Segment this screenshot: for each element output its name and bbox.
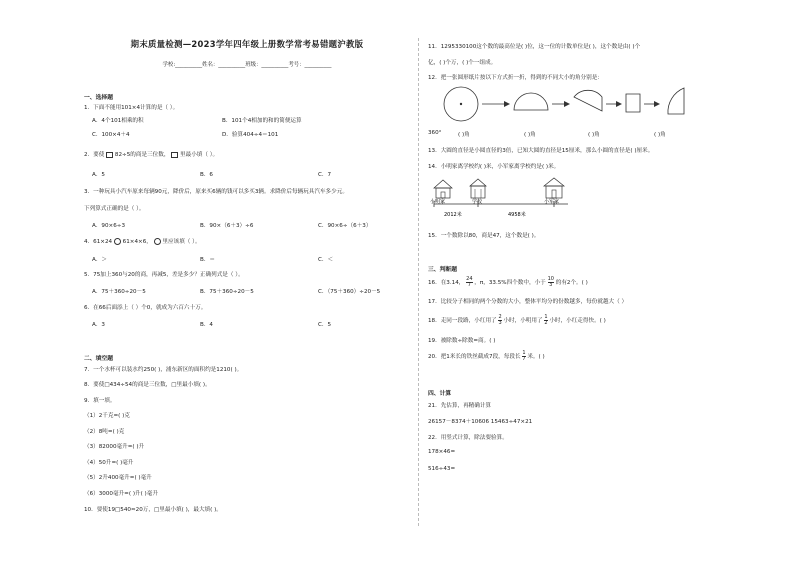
q5-option-a: A．75＋360÷20－5 — [92, 289, 146, 295]
q9-item-2: （2）8吨=( )克 — [84, 429, 125, 435]
question-3: 3．一种玩具小汽车原来每辆90元，降价后，原来买6辆的钱可以多买3辆。求降价后每辆玩具汽车多少元。 — [84, 189, 348, 195]
sixteenth-circle — [668, 88, 684, 114]
fraction: $\frac{1}{7}$ — [522, 350, 526, 362]
label-distance-1: 2012米 — [444, 212, 462, 218]
label-school: 学校 — [472, 199, 483, 205]
q9-item-5: （5）2升400毫升=( )毫升 — [84, 475, 152, 481]
question-6: 6．在66后面添上（ ）个0，就成为六百六十万。 — [84, 305, 207, 311]
question-16 — [428, 277, 588, 288]
fraction: $\frac{24}{7}$ — [466, 276, 473, 288]
q21-expressions: 26157－8374＋10606 15463÷47×21 — [428, 419, 533, 425]
question-20 — [428, 351, 545, 362]
q2-text-pre: 2．要使 — [84, 152, 105, 158]
eighth-circle — [626, 94, 640, 112]
label-xiaoming-home: 小明家 — [430, 199, 446, 205]
label-xiaojun-home: 小军家 — [544, 199, 560, 205]
question-15: 15．一个数除以80，商是47，这个数是( )。 — [428, 233, 540, 239]
q2-option-b: B．6 — [200, 172, 213, 178]
q2-text-post: 里最小填（ ）。 — [180, 152, 219, 158]
q22-item-1: 178×46= — [428, 449, 456, 455]
fraction: $\frac{1}{2}$ — [544, 314, 548, 326]
column-divider — [418, 38, 419, 526]
q2-option-c: C．7 — [318, 172, 332, 178]
question-10: 10．要使19□540≈20万，□里最小填( )，最大填( )。 — [84, 507, 222, 513]
q9-item-6: （6）3000毫升=( )升( )毫升 — [84, 491, 158, 497]
q4-option-a: A．＞ — [92, 257, 108, 263]
folding-diagram — [428, 84, 718, 128]
question-17: 17．比较分子相同的两个分数的大小，整体平均分的份数越多，每份就越大（ ） — [428, 299, 628, 305]
question-9: 9．填一填。 — [84, 398, 116, 404]
question-2 — [84, 150, 218, 158]
q4-text-pre: 4．61×24 — [84, 239, 113, 245]
question-5: 5．75加上360与20的商，再减5，差是多少？正确列式是（ ）。 — [84, 272, 244, 278]
q2-option-a: A．5 — [92, 172, 105, 178]
student-info-line: 学校:__________姓名：__________班级：__________考号：__________ — [162, 62, 332, 68]
q5-option-b: B．75＋360÷20－5 — [200, 289, 254, 295]
angle-label-1: ( )角 — [458, 132, 470, 138]
question-13: 13．大圆的直径是小圆直径的3倍，已知大圆的直径是15厘米，那么小圆的直径是( )厘米。 — [428, 148, 654, 154]
arrow-icon — [482, 101, 510, 107]
fraction: $\frac{10}{3}$ — [547, 276, 554, 288]
full-circle — [444, 87, 478, 121]
fraction: $\frac{2}{3}$ — [498, 314, 502, 326]
arrow-icon — [644, 101, 660, 107]
q1-option-c: C．100×4＋4 — [92, 132, 130, 138]
q20-text-post: 米。( ) — [527, 354, 545, 360]
q3-option-c: C．90×6÷（6＋3） — [318, 223, 372, 229]
blank-circle-icon — [154, 238, 161, 245]
question-1: 1．下面不能用101×4计算的是（ ）。 — [84, 105, 179, 111]
school-icon — [470, 179, 486, 198]
blank-box-icon — [106, 152, 113, 158]
question-21: 21．先估算，再精确计算 — [428, 403, 492, 409]
q22-item-2: 516÷43= — [428, 466, 456, 472]
q3-prompt: 下列算式正确的是（ ）。 — [84, 206, 145, 212]
q18-text-mid: 小时，小明用了 — [503, 318, 543, 324]
q18-text-post: 小时，小红走得快。( ) — [549, 318, 606, 324]
q16-text-mid: ，π，33.5%四个数中，小于 — [474, 280, 546, 286]
q4-option-c: C．＜ — [318, 257, 334, 263]
question-11: 11．1295330100这个数的最高位是( )位，这一位的计数单位是( )，这个数是由( )个 — [428, 44, 641, 50]
q18-text-pre: 18．走同一段路，小红用了 — [428, 318, 497, 324]
distance-diagram — [428, 174, 578, 226]
q9-item-4: （4）50升=( )毫升 — [84, 460, 134, 466]
q6-option-a: A．3 — [92, 322, 105, 328]
q6-option-b: B．4 — [200, 322, 213, 328]
section-choice-heading: 一、选择题 — [84, 95, 113, 101]
blank-box-icon — [171, 152, 178, 158]
question-4 — [84, 237, 201, 245]
angle-label-0: 360° — [428, 130, 442, 136]
question-22: 22．用竖式计算，除法要验算。 — [428, 435, 508, 441]
house-icon — [544, 178, 564, 198]
arrow-icon — [552, 101, 570, 107]
section-judge-heading: 三、判断题 — [428, 267, 457, 273]
question-8: 8．要使□434÷54的商是三位数，□里最小填( )。 — [84, 382, 211, 388]
question-12: 12．把一张圆形纸片按以下方式折一折，得到的不同大小的角分别是： — [428, 75, 603, 81]
q3-option-a: A．90×6÷3 — [92, 223, 126, 229]
quarter-circle — [574, 90, 602, 111]
section-fill-heading: 二、填空题 — [84, 356, 113, 362]
q16-text-post: 的有2个。( ) — [555, 280, 588, 286]
q6-option-c: C．5 — [318, 322, 332, 328]
q4-text-post: 里应该填（ ）。 — [162, 239, 201, 245]
arrow-icon — [606, 101, 622, 107]
angle-label-2: ( )角 — [524, 132, 536, 138]
house-icon — [434, 180, 452, 198]
section-calc-heading: 四、计算 — [428, 391, 452, 397]
q2-text-mid: 82÷5的商是三位数， — [114, 152, 170, 158]
blank-circle-icon — [114, 238, 121, 245]
q9-item-3: （3）82000毫升=( )升 — [84, 444, 145, 450]
question-14: 14．小明家离学校约( )米，小军家离学校约是( )米。 — [428, 164, 560, 170]
q4-option-b: B．＝ — [200, 257, 216, 263]
angle-label-3: ( )角 — [588, 132, 600, 138]
q20-text-pre: 20．把1米长的铁丝截成7段，每段长 — [428, 354, 521, 360]
q1-option-a: A．4个101相乘的积 — [92, 118, 144, 124]
q1-option-d: D．验算404÷4＝101 — [222, 132, 279, 138]
question-19: 19．被除数÷除数=商。( ) — [428, 338, 496, 344]
page-title: 期末质量检测—2023学年四年级上册数学常考易错题沪教版 — [130, 39, 364, 49]
q9-item-1: （1）2千克=( )克 — [84, 413, 130, 419]
q3-option-b: B．90×（6＋3）÷6 — [200, 223, 254, 229]
question-7: 7．一个水杯可以装水约250( )，浦东新区的面积约是1210( )。 — [84, 367, 243, 373]
question-18 — [428, 315, 606, 326]
q5-option-c: C．（75＋360）÷20－5 — [318, 289, 381, 295]
q1-option-b: B．101个4相加的和的简便运算 — [222, 118, 302, 124]
q16-text-pre: 16．在3.14， — [428, 280, 465, 286]
angle-label-4: ( )角 — [654, 132, 666, 138]
label-distance-2: 4958米 — [508, 212, 526, 218]
question-11-cont: 亿，( )个万，( )个一组成。 — [428, 60, 497, 66]
half-circle — [514, 93, 548, 110]
q4-text-mid: 61×4×6， — [122, 239, 152, 245]
